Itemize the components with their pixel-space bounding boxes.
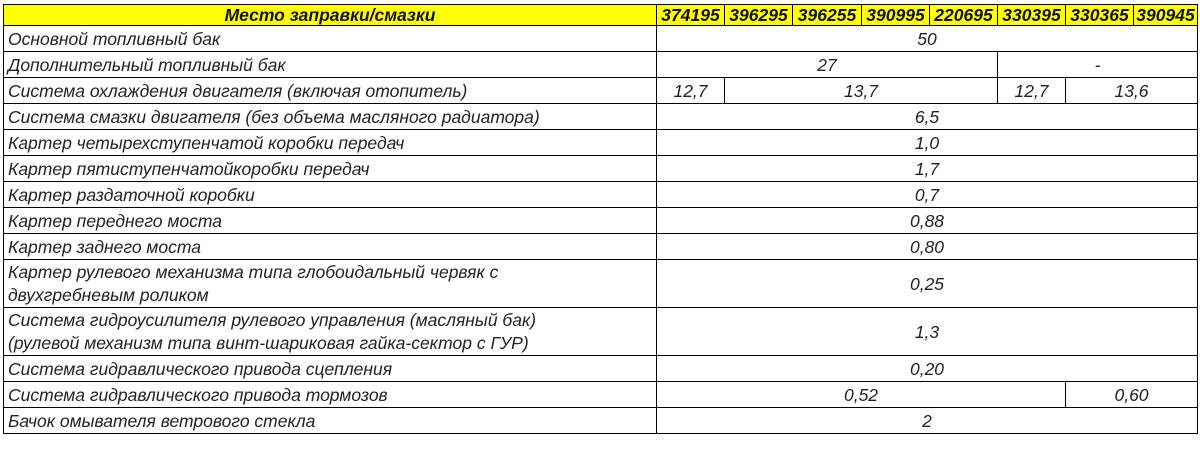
row-value: 13,6 bbox=[1066, 78, 1198, 104]
row-label-line: (рулевой механизм типа винт-шариковая гайка-сектор с ГУР) bbox=[8, 332, 529, 353]
row-label: Система смазки двигателя (без объема масляного радиатора) bbox=[4, 104, 657, 130]
table-row bbox=[4, 260, 1198, 308]
table-row bbox=[4, 382, 1198, 408]
row-value: 12,7 bbox=[657, 78, 725, 104]
row-value: 1,3 bbox=[657, 308, 1198, 356]
table-row bbox=[4, 52, 1198, 78]
table-row bbox=[4, 408, 1198, 434]
row-value: 12,7 bbox=[998, 78, 1066, 104]
row-value: 27 bbox=[657, 52, 998, 78]
table-row bbox=[4, 234, 1198, 260]
row-value: 0,20 bbox=[657, 356, 1198, 382]
header-row bbox=[4, 5, 1198, 26]
model-header: 390945 bbox=[1134, 5, 1198, 26]
table-row bbox=[4, 208, 1198, 234]
table-row bbox=[4, 104, 1198, 130]
row-value: 0,52 bbox=[657, 382, 1066, 408]
model-header: 330365 bbox=[1066, 5, 1134, 26]
row-label: Основной топливный бак bbox=[4, 26, 657, 52]
model-header: 396295 bbox=[725, 5, 793, 26]
row-label-line: двухгребневым роликом bbox=[8, 284, 209, 305]
row-value: 0,60 bbox=[1066, 382, 1198, 408]
row-label bbox=[4, 260, 657, 308]
row-label: Дополнительный топливный бак bbox=[4, 52, 657, 78]
model-header: 374195 bbox=[657, 5, 725, 26]
table-row bbox=[4, 308, 1198, 356]
table-row bbox=[4, 156, 1198, 182]
table-row bbox=[4, 182, 1198, 208]
row-label: Картер четырехступенчатой коробки передач bbox=[4, 130, 657, 156]
row-label: Система гидравлического привода тормозов bbox=[4, 382, 657, 408]
row-value: 2 bbox=[657, 408, 1198, 434]
row-value: 0,7 bbox=[657, 182, 1198, 208]
row-value: 0,25 bbox=[657, 260, 1198, 308]
model-header: 396255 bbox=[793, 5, 862, 26]
row-label: Картер переднего моста bbox=[4, 208, 657, 234]
row-label: Система гидравлического привода сцепления bbox=[4, 356, 657, 382]
table-row bbox=[4, 356, 1198, 382]
row-label: Бачок омывателя ветрового стекла bbox=[4, 408, 657, 434]
row-value: 6,5 bbox=[657, 104, 1198, 130]
row-label-line: Система гидроусилителя рулевого управления (масляный бак) bbox=[8, 309, 537, 330]
model-header: 330395 bbox=[998, 5, 1066, 26]
table-row bbox=[4, 26, 1198, 52]
model-header: 220695 bbox=[930, 5, 998, 26]
row-value: 50 bbox=[657, 26, 1198, 52]
row-value: 0,80 bbox=[657, 234, 1198, 260]
row-label: Система охлаждения двигателя (включая отопитель) bbox=[4, 78, 657, 104]
row-label-line: Картер рулевого механизма типа глобоидальный червяк с bbox=[8, 261, 499, 282]
row-value: 13,7 bbox=[725, 78, 998, 104]
row-label bbox=[4, 308, 657, 356]
row-value: 1,7 bbox=[657, 156, 1198, 182]
model-header: 390995 bbox=[862, 5, 930, 26]
row-value: - bbox=[998, 52, 1198, 78]
header-label: Место заправки/смазки bbox=[4, 5, 657, 26]
row-value: 1,0 bbox=[657, 130, 1198, 156]
row-label: Картер пятиступенчатойкоробки передач bbox=[4, 156, 657, 182]
table-row bbox=[4, 78, 1198, 104]
row-value: 0,88 bbox=[657, 208, 1198, 234]
table-row bbox=[4, 130, 1198, 156]
row-label: Картер раздаточной коробки bbox=[4, 182, 657, 208]
row-label: Картер заднего моста bbox=[4, 234, 657, 260]
capacities-table bbox=[3, 4, 1198, 434]
